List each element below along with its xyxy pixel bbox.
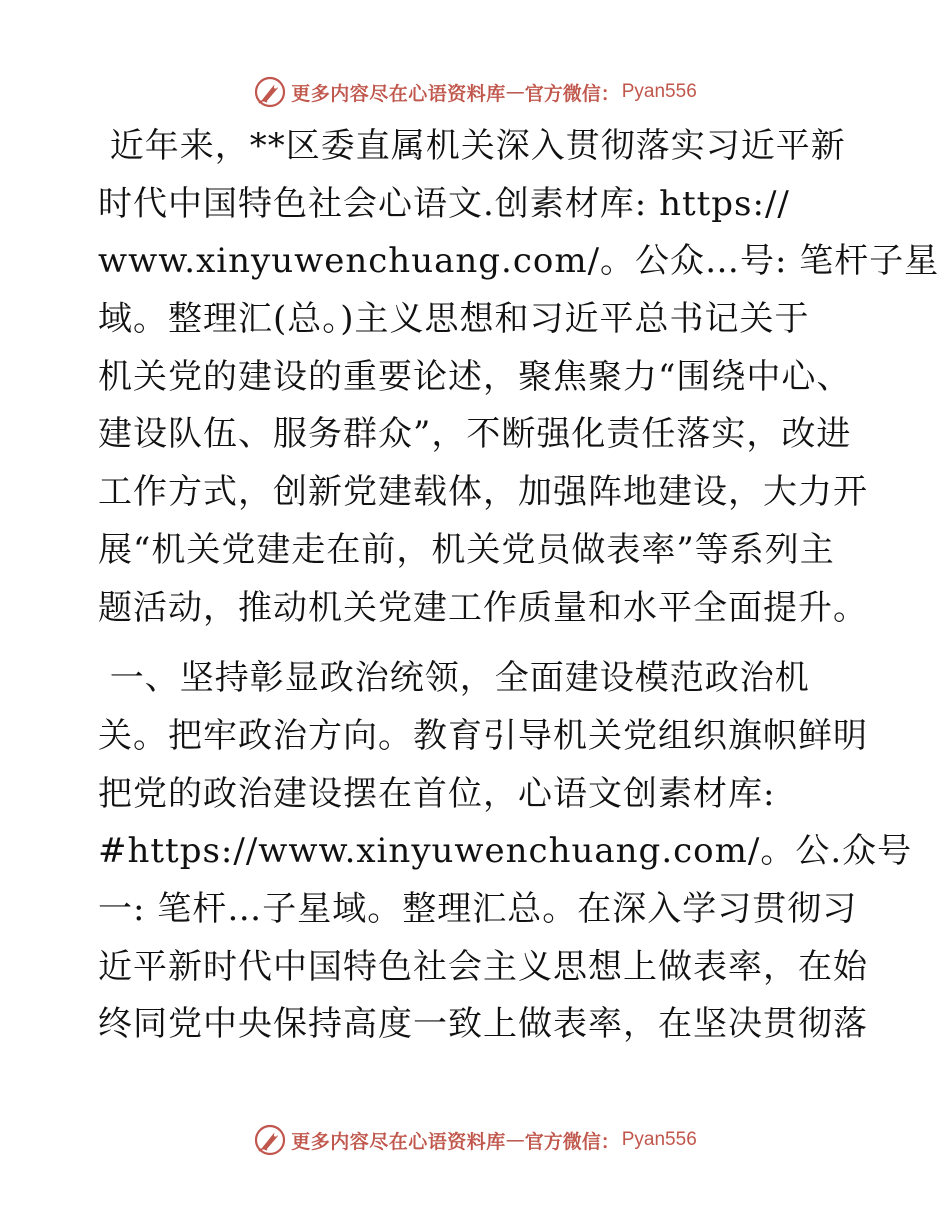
banner-wechat-id: Pyan556 bbox=[621, 1129, 697, 1150]
text-line: 建设队伍、服务群众”，不断强化责任落实，改进 bbox=[98, 414, 852, 455]
paragraph-gap bbox=[98, 637, 858, 650]
text-line: 近平新时代中国特色社会主义思想上做表率，在始 bbox=[98, 946, 868, 987]
text-line: 关。把牢政治方向。教育引导机关党组织旗帜鲜明 bbox=[98, 715, 868, 756]
text-line: 展“机关党建走在前，机关党员做表率”等系列主 bbox=[98, 529, 835, 570]
pen-nib-logo-icon bbox=[253, 1123, 287, 1157]
banner-wechat-id: Pyan556 bbox=[621, 81, 697, 102]
banner-wechat-label: 官方微信： bbox=[524, 82, 620, 105]
paragraph-1 bbox=[98, 118, 940, 637]
text-line: 机关党的建设的重要论述，聚焦聚力“围绕中心、 bbox=[98, 356, 852, 397]
document-body bbox=[98, 118, 940, 1054]
text-line: 一: 笔杆…子星域。整理汇总。在深入学习贯彻习 bbox=[98, 888, 858, 929]
text-line: www.xinyuwenchuang.com/。公众…号: 笔杆子星 bbox=[98, 241, 940, 282]
text-line: 终同党中央保持高度一致上做表率，在坚决贯彻落 bbox=[98, 1004, 868, 1045]
text-line: #https://www.xinyuwenchuang.com/。公.众号 bbox=[98, 831, 913, 872]
pen-nib-logo-icon bbox=[253, 75, 287, 109]
text-line: 近年来，**区委直属机关深入贯彻落实习近平新 bbox=[98, 126, 846, 166]
banner-text: 更多内容尽在心语资料库 bbox=[291, 82, 506, 105]
text-line: 题活动，推动机关党建工作质量和水平全面提升。 bbox=[98, 587, 868, 628]
banner-wechat-label: 官方微信： bbox=[524, 1130, 620, 1153]
header-banner bbox=[0, 72, 950, 112]
banner-separator: — bbox=[505, 1129, 525, 1151]
text-line: 域。整理汇(总。)主义思想和习近平总书记关于 bbox=[98, 299, 810, 340]
paragraph-2 bbox=[98, 650, 913, 1054]
banner-separator: — bbox=[505, 81, 525, 103]
text-line: 时代中国特色社会心语文.创素材库: https:// bbox=[98, 183, 790, 224]
text-line: 工作方式，创新党建载体，加强阵地建设，大力开 bbox=[98, 472, 868, 513]
text-line: 一、坚持彰显政治统领，全面建设模范政治机 bbox=[98, 658, 810, 699]
banner-text: 更多内容尽在心语资料库 bbox=[291, 1130, 506, 1153]
text-line: 把党的政治建设摆在首位，心语文创素材库: bbox=[98, 773, 776, 814]
footer-banner bbox=[0, 1120, 950, 1160]
